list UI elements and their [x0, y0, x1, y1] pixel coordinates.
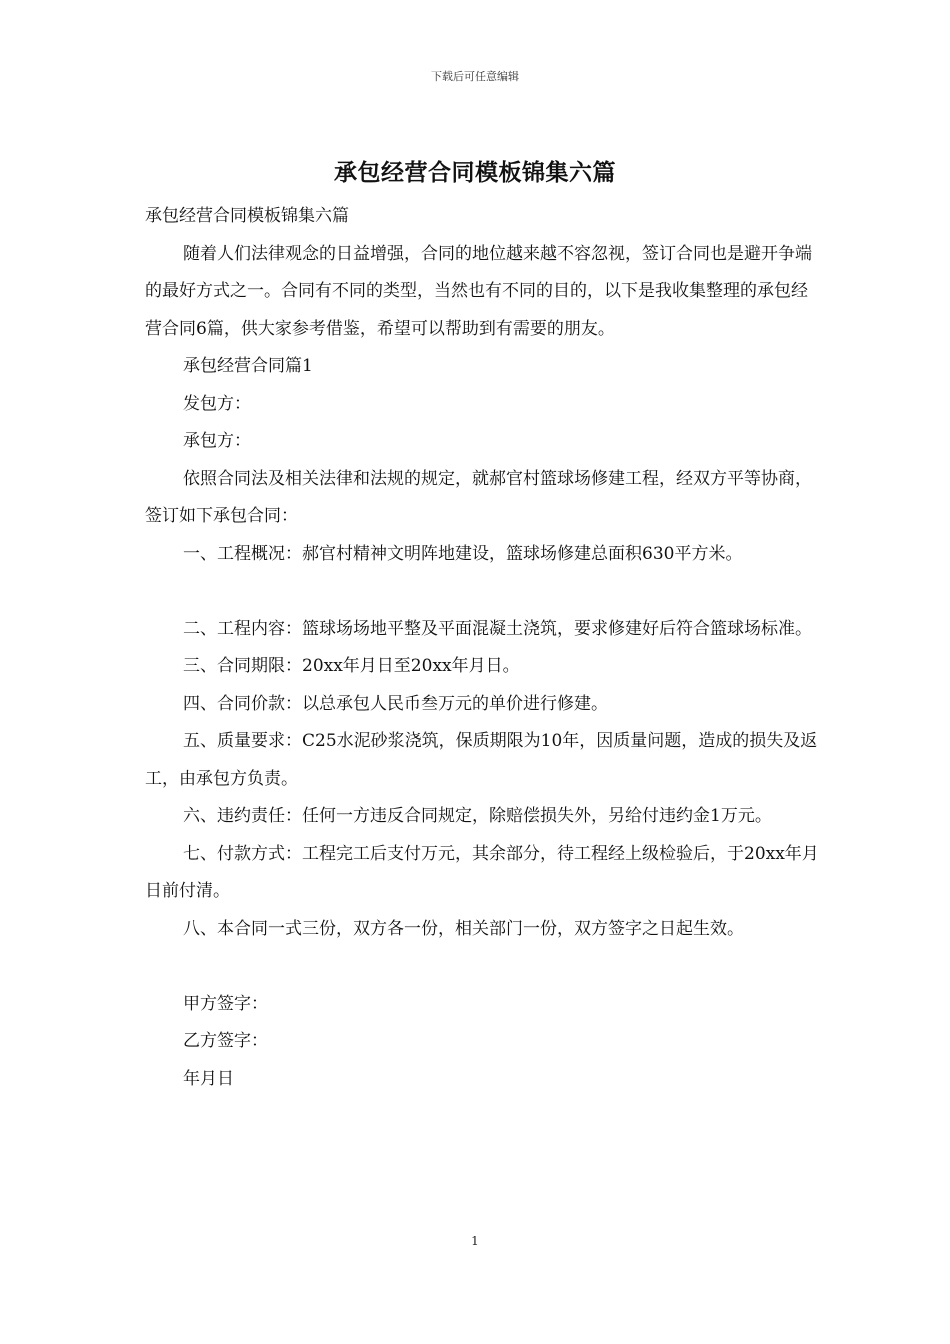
party-a-line: 发包方： — [183, 393, 251, 414]
page-number: 1 — [471, 1234, 479, 1248]
clause-5: 五、质量要求：C25水泥砂浆浇筑，保质期限为10年，因质量问题，造成的损失及返工，由承包方负责。 — [145, 731, 818, 789]
party-b-signature: 乙方签字： — [183, 1031, 268, 1051]
clause-7: 七、付款方式：工程完工后支付万元，其余部分，待工程经上级检验后，于20xx年月日前付清。 — [145, 843, 819, 901]
party-a-signature: 甲方签字： — [183, 993, 268, 1014]
clause-3: 三、合同期限：20xx年月日至20xx年月日。 — [183, 656, 520, 676]
blank-line — [145, 573, 821, 611]
header-note: 下载后可任意编辑 — [431, 70, 519, 83]
clause-6: 六、违约责任：任何一方违反合同规定，除赔偿损失外，另给付违约金1万元。 — [183, 806, 772, 826]
clause-1: 一、工程概况：郝官村精神文明阵地建设，篮球场修建总面积630平方米。 — [183, 543, 743, 564]
party-b-line: 承包方： — [183, 431, 251, 451]
intro-paragraph: 随着人们法律观念的日益增强，合同的地位越来越不容忽视，签订合同也是避开争端的最好方式之一。合同有不同的类型，当然也有不同的目的，以下是我收集整理的承包经营合同6篇，供大家参考借鉴，希望可以帮助到有需要的朋友。 — [145, 243, 812, 339]
document-title: 承包经营合同模板锦集六篇 — [334, 159, 616, 186]
signature-date: 年月日 — [183, 1068, 234, 1089]
preamble-paragraph: 依照合同法及相关法律和法规的规定，就郝官村篮球场修建工程，经双方平等协商，签订如下承包合同： — [145, 468, 812, 526]
clause-8: 八、本合同一式三份，双方各一份，相关部门一份，双方签字之日起生效。 — [183, 918, 744, 939]
blank-line — [145, 948, 821, 986]
document-body — [145, 198, 821, 1098]
section-heading: 承包经营合同篇1 — [183, 356, 313, 376]
clause-2: 二、工程内容：篮球场场地平整及平面混凝土浇筑，要求修建好后符合篮球场标准。 — [183, 618, 812, 639]
clause-4: 四、合同价款：以总承包人民币叁万元的单价进行修建。 — [183, 693, 608, 714]
subtitle-paragraph: 承包经营合同模板锦集六篇 — [145, 206, 349, 226]
